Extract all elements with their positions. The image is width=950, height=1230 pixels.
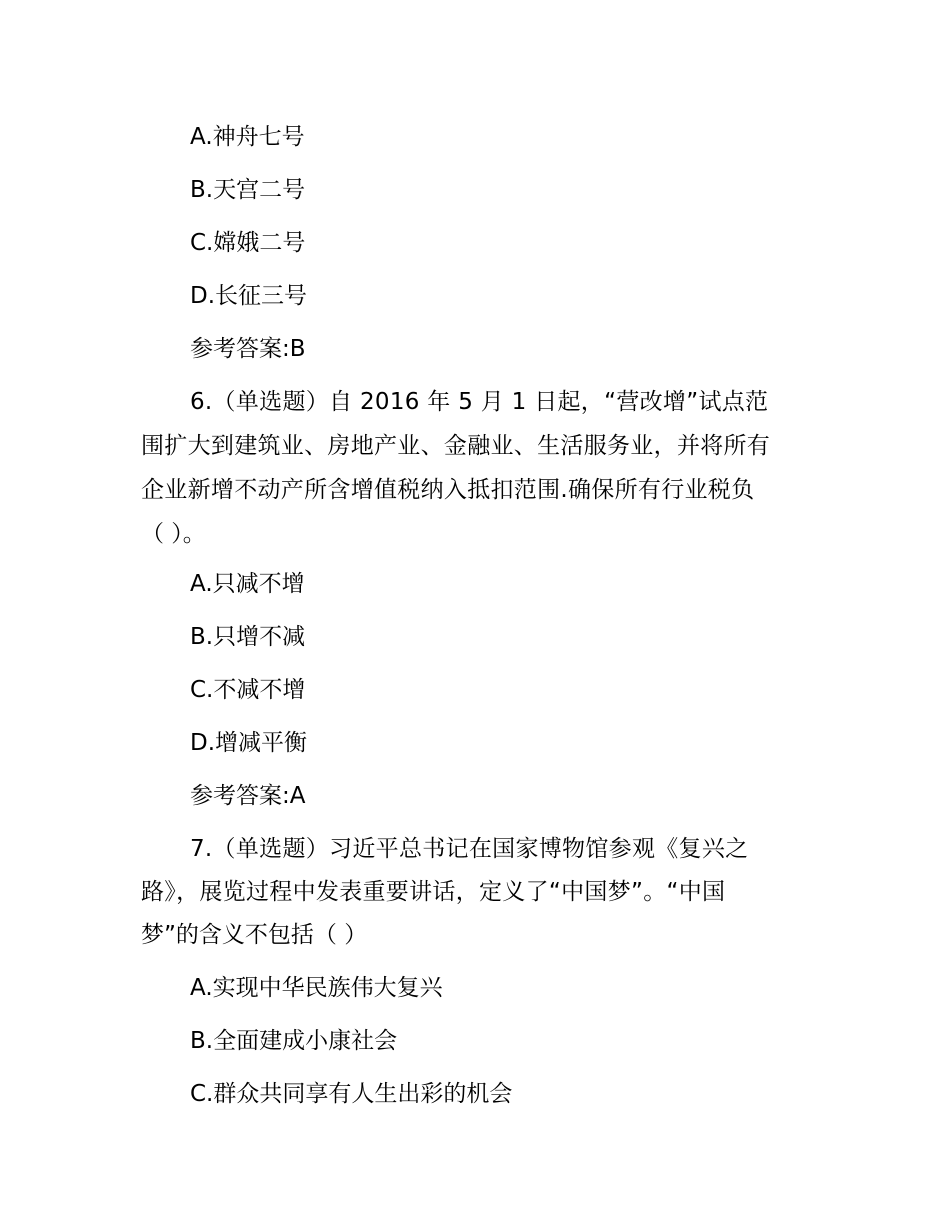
q7-option-a: A.实现中华民族伟大复兴: [190, 975, 443, 1001]
q6-stem-line-4: （ ）。: [141, 521, 206, 547]
q7-option-c: C.群众共同享有人生出彩的机会: [190, 1081, 513, 1107]
q6-answer: 参考答案:A: [190, 783, 306, 809]
q7-option-b: B.全面建成小康社会: [190, 1028, 398, 1054]
q6-option-a: A.只减不增: [190, 571, 305, 597]
q7-stem-line-1: 7.（单选题）习近平总书记在国家博物馆参观《复兴之: [190, 836, 749, 862]
q5-option-d: D.长征三号: [190, 283, 308, 309]
q5-option-b: B.天宫二号: [190, 177, 306, 203]
q7-stem-line-3: 梦”的含义不包括（ ）: [141, 922, 368, 948]
q6-option-b: B.只增不减: [190, 624, 306, 650]
q6-stem-line-3: 企业新增不动产所含增值税纳入抵扣范围.确保所有行业税负: [141, 477, 755, 503]
q6-option-c: C.不减不增: [190, 677, 306, 703]
q6-option-d: D.增减平衡: [190, 730, 308, 756]
q5-option-c: C.嫦娥二号: [190, 230, 306, 256]
q6-stem-line-1: 6.（单选题）自 2016 年 5 月 1 日起，“营改增”试点范: [190, 389, 769, 415]
q5-answer: 参考答案:B: [190, 336, 306, 362]
q7-stem-line-2: 路》，展览过程中发表重要讲话，定义了“中国梦”。“中国: [141, 879, 726, 905]
q5-option-a: A.神舟七号: [190, 124, 305, 150]
q6-stem-line-2: 围扩大到建筑业、房地产业、金融业、生活服务业，并将所有: [141, 433, 771, 459]
